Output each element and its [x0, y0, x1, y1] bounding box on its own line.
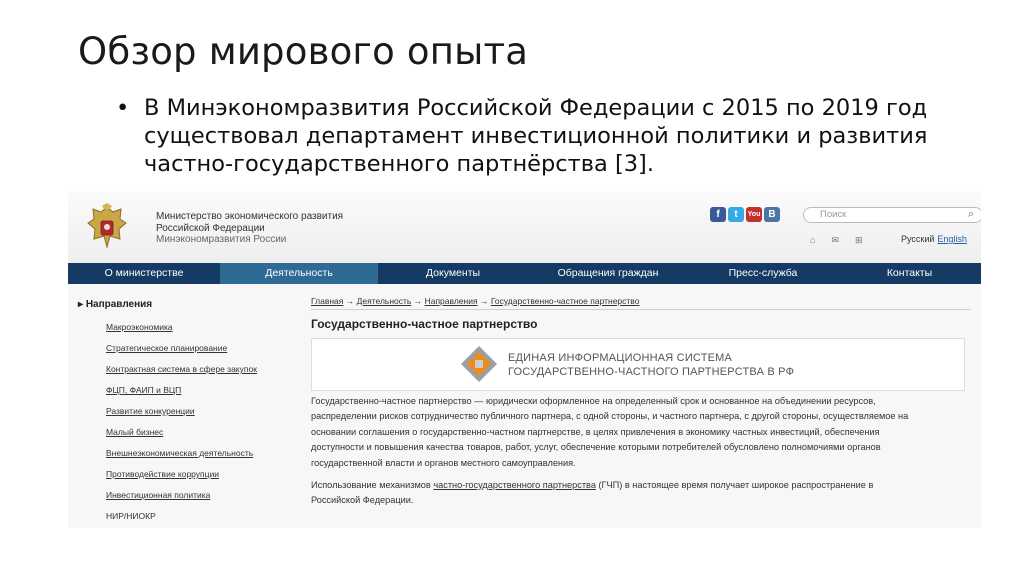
paragraph-line: основании соглашения о государственно-частном партнерстве, в целях привлечения в экономику частных инвестиций, обеспечения — [311, 426, 880, 437]
ppp-definition-paragraph — [311, 394, 961, 471]
bullet-marker: • — [116, 95, 130, 121]
nav-documents[interactable]: Документы — [425, 267, 481, 279]
paragraph-line: государственной власти и органов местного самоуправления. — [311, 457, 576, 468]
breadcrumb — [311, 296, 639, 306]
magnifier-icon[interactable]: ⌕ — [967, 208, 974, 220]
paragraph-line: Российской Федерации. — [311, 495, 414, 506]
nav-appeals[interactable]: Обращения граждан — [557, 267, 659, 279]
social-links — [710, 207, 780, 222]
slide-title: Обзор мирового опыта — [78, 30, 529, 73]
paragraph-line: Государственно-частное партнерство — юридически оформленное на определенный срок и основанное на объединении ресурсов, — [311, 396, 876, 406]
paragraph-text: Использование механизмов — [311, 480, 431, 490]
eis-title — [508, 351, 794, 379]
lang-english[interactable]: English — [937, 234, 967, 244]
ppp-link[interactable]: частно-государственного партнерства — [433, 480, 596, 490]
lang-russian[interactable]: Русский — [901, 234, 935, 244]
search-input[interactable] — [803, 207, 981, 223]
youtube-icon[interactable]: You — [746, 207, 762, 222]
eis-logo-icon — [460, 345, 498, 383]
nav-contacts[interactable]: Контакты — [886, 267, 933, 279]
ministry-name — [156, 211, 343, 246]
sidebar-item-macroeconomics[interactable]: Макроэкономика — [106, 322, 173, 332]
breadcrumb-separator: → — [479, 296, 489, 306]
paragraph-line: доступности и повышения качества товаров, работ, услуг, обеспечение которыми потребителей обусловлено полномочиями органов — [311, 442, 881, 453]
sidebar-item-investment-policy[interactable]: Инвестиционная политика — [106, 490, 211, 500]
breadcrumb-separator: → — [413, 296, 423, 306]
facebook-icon[interactable]: f — [710, 207, 726, 222]
vk-icon[interactable]: B — [764, 207, 780, 222]
sidebar-item-small-business[interactable]: Малый бизнес — [106, 427, 164, 437]
search-placeholder: Поиск — [820, 209, 847, 220]
paragraph-text: (ГЧП) в настоящее время получает широкое распространение в — [598, 480, 874, 490]
sidebar — [78, 299, 288, 521]
website-screenshot — [68, 191, 981, 528]
twitter-icon[interactable]: t — [728, 207, 744, 222]
page-heading: Государственно-частное партнерство — [311, 317, 538, 331]
ministry-name-line2: Российской Федерации — [156, 222, 265, 234]
paragraph-line — [311, 478, 961, 493]
sidebar-item-strategic-planning[interactable]: Стратегическое планирование — [106, 343, 228, 353]
ministry-short-name: Минэкономразвития России — [156, 234, 287, 245]
nav-activity[interactable]: Деятельность — [220, 263, 378, 284]
sidebar-item-foreign-trade[interactable]: Внешнеэкономическая деятельность — [106, 448, 254, 458]
sidebar-item-rnd[interactable]: НИР/НИОКР — [106, 511, 156, 521]
slide-bullet — [116, 94, 976, 178]
site-header — [68, 191, 981, 263]
sidebar-item-anticorruption[interactable]: Противодействие коррупции — [106, 469, 220, 479]
sidebar-item-competition[interactable]: Развитие конкуренции — [106, 406, 195, 416]
breadcrumb-directions[interactable]: Направления — [424, 296, 478, 306]
coat-of-arms-icon — [86, 203, 128, 251]
paragraph-line: распределении рисков сотрудничество публичного партнера, с одной стороны, и частного партнера, с другой стороны, осуществляемое на — [311, 411, 909, 422]
nav-about[interactable]: О министерстве — [104, 267, 184, 279]
sidebar-item-fcp[interactable]: ФЦП, ФАИП и ВЦП — [106, 385, 182, 395]
breadcrumb-ppp[interactable]: Государственно-частное партнерство — [490, 296, 640, 306]
main-nav — [68, 263, 981, 284]
breadcrumb-separator: → — [345, 296, 355, 306]
ppp-usage-paragraph — [311, 478, 961, 509]
breadcrumb-activity[interactable]: Деятельность — [356, 296, 412, 306]
divider — [311, 309, 971, 310]
sidebar-heading-label: Направления — [85, 299, 153, 310]
sitemap-icon[interactable]: ⊞ — [854, 235, 863, 245]
breadcrumb-home[interactable]: Главная — [311, 296, 344, 306]
eis-title-line2: ГОСУДАРСТВЕННО-ЧАСТНОГО ПАРТНЕРСТВА В РФ — [508, 366, 795, 378]
language-switch — [901, 234, 967, 244]
home-icon[interactable]: ⌂ — [810, 235, 816, 245]
sidebar-heading[interactable]: ▸ Направления — [78, 299, 153, 310]
eis-banner[interactable] — [311, 338, 965, 391]
sidebar-item-procurement[interactable]: Контрактная система в сфере закупок — [106, 364, 257, 374]
ministry-name-line1: Министерство экономического развития — [156, 211, 344, 222]
nav-press[interactable]: Пресс-служба — [728, 267, 798, 279]
eis-title-line1: ЕДИНАЯ ИНФОРМАЦИОННАЯ СИСТЕМА — [508, 352, 733, 364]
mail-icon[interactable]: ✉ — [831, 235, 839, 245]
header-icons — [810, 235, 863, 246]
bullet-text: В Минэкономразвития Российской Федерации с 2015 по 2019 год существовал департамент инвестиционной политики и развития частно-государственного партнёрства [3]. — [144, 95, 928, 177]
